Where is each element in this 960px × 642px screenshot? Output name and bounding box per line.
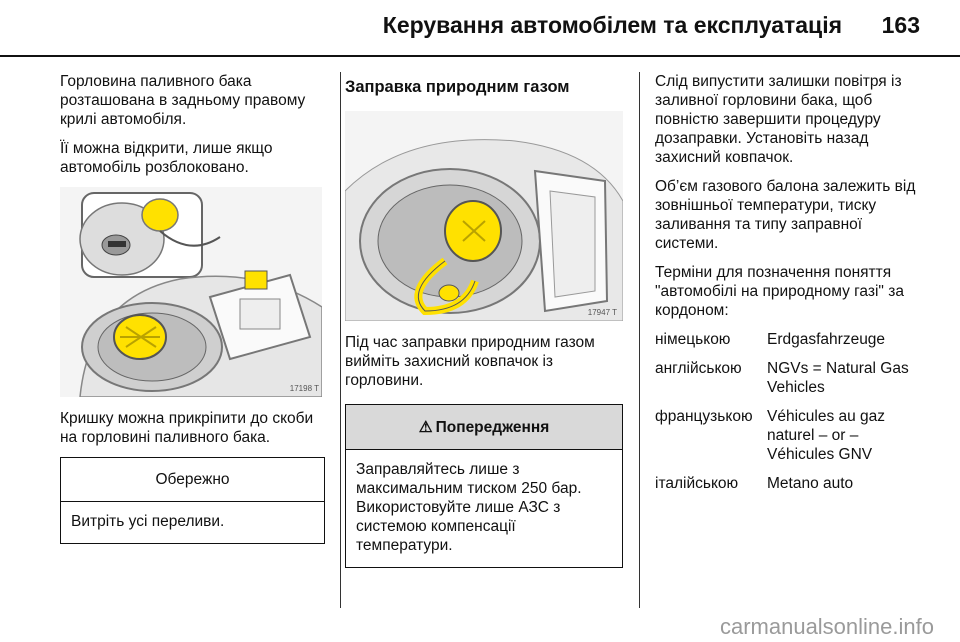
term-cell: Erdgasfahrzeuge	[767, 331, 886, 348]
table-row	[655, 359, 917, 407]
paragraph: Її можна відкрити, лише якщо автомобіль розблоковано.	[60, 140, 273, 176]
warning-text: Заправляйтесь лише з максимальним тиском 250 бар. Використовуйте лише АЗС з системою компенсації температури.	[356, 461, 582, 554]
figure-code: 17198 T	[289, 384, 319, 393]
warning-box	[345, 404, 623, 568]
warning-header	[346, 405, 622, 450]
language-cell: німецькою	[655, 331, 731, 348]
table-row	[655, 330, 917, 359]
table-row	[655, 407, 917, 474]
warning-title: Попередження	[435, 419, 550, 436]
fuel-cap-drawing	[60, 187, 322, 397]
table-row	[655, 474, 917, 503]
page-header	[0, 0, 960, 56]
term-cell: Véhicules au gaz naturel – or – Véhicules GNV	[767, 408, 886, 463]
caution-title: Обережно	[61, 458, 324, 502]
paragraph: Кришку можна прикріпити до скоби на горловині паливного бака.	[60, 410, 314, 446]
column-divider	[639, 72, 640, 608]
terms-table	[655, 330, 917, 503]
figure-code: 17947 T	[587, 308, 617, 317]
page-number: 163	[881, 12, 920, 38]
warning-icon: ⚠	[418, 419, 433, 436]
language-cell: італійською	[655, 475, 739, 492]
watermark: carmanualsonline.info	[719, 614, 934, 639]
fuel-filler-illustration	[60, 187, 325, 397]
column-divider	[340, 72, 341, 608]
header-divider	[0, 55, 960, 57]
language-cell: англійською	[655, 360, 742, 377]
paragraph: Терміни для позначення поняття "автомобілі на природному газі" за кордоном:	[655, 264, 904, 319]
section-title: Керування автомобілем та експлуатація	[382, 12, 842, 38]
middle-column	[345, 72, 623, 568]
language-cell: французькою	[655, 408, 753, 425]
paragraph: Об’єм газового балона залежить від зовнішньої температури, тиску заливання та типу заправної системи.	[655, 178, 916, 252]
section-heading: Заправка природним газом	[345, 78, 570, 96]
paragraph: Слід випустити залишки повітря із заливної горловини бака, щоб повністю завершити процедуру дозаправки. Установіть назад захисний ковпачок.	[655, 73, 902, 166]
caution-text: Витріть усі переливи.	[71, 513, 225, 530]
right-column	[655, 72, 917, 503]
left-column	[60, 72, 325, 544]
gas-cap-drawing	[345, 111, 623, 321]
term-cell: Metano auto	[767, 475, 854, 492]
term-cell: NGVs = Natural Gas Vehicles	[767, 360, 909, 396]
gas-filler-illustration	[345, 111, 623, 321]
paragraph: Під час заправки природним газом вийміть захисний ковпачок із горловини.	[345, 334, 595, 389]
paragraph: Горловина паливного бака розташована в задньому правому крилі автомобіля.	[60, 73, 306, 128]
caution-box	[60, 457, 325, 544]
